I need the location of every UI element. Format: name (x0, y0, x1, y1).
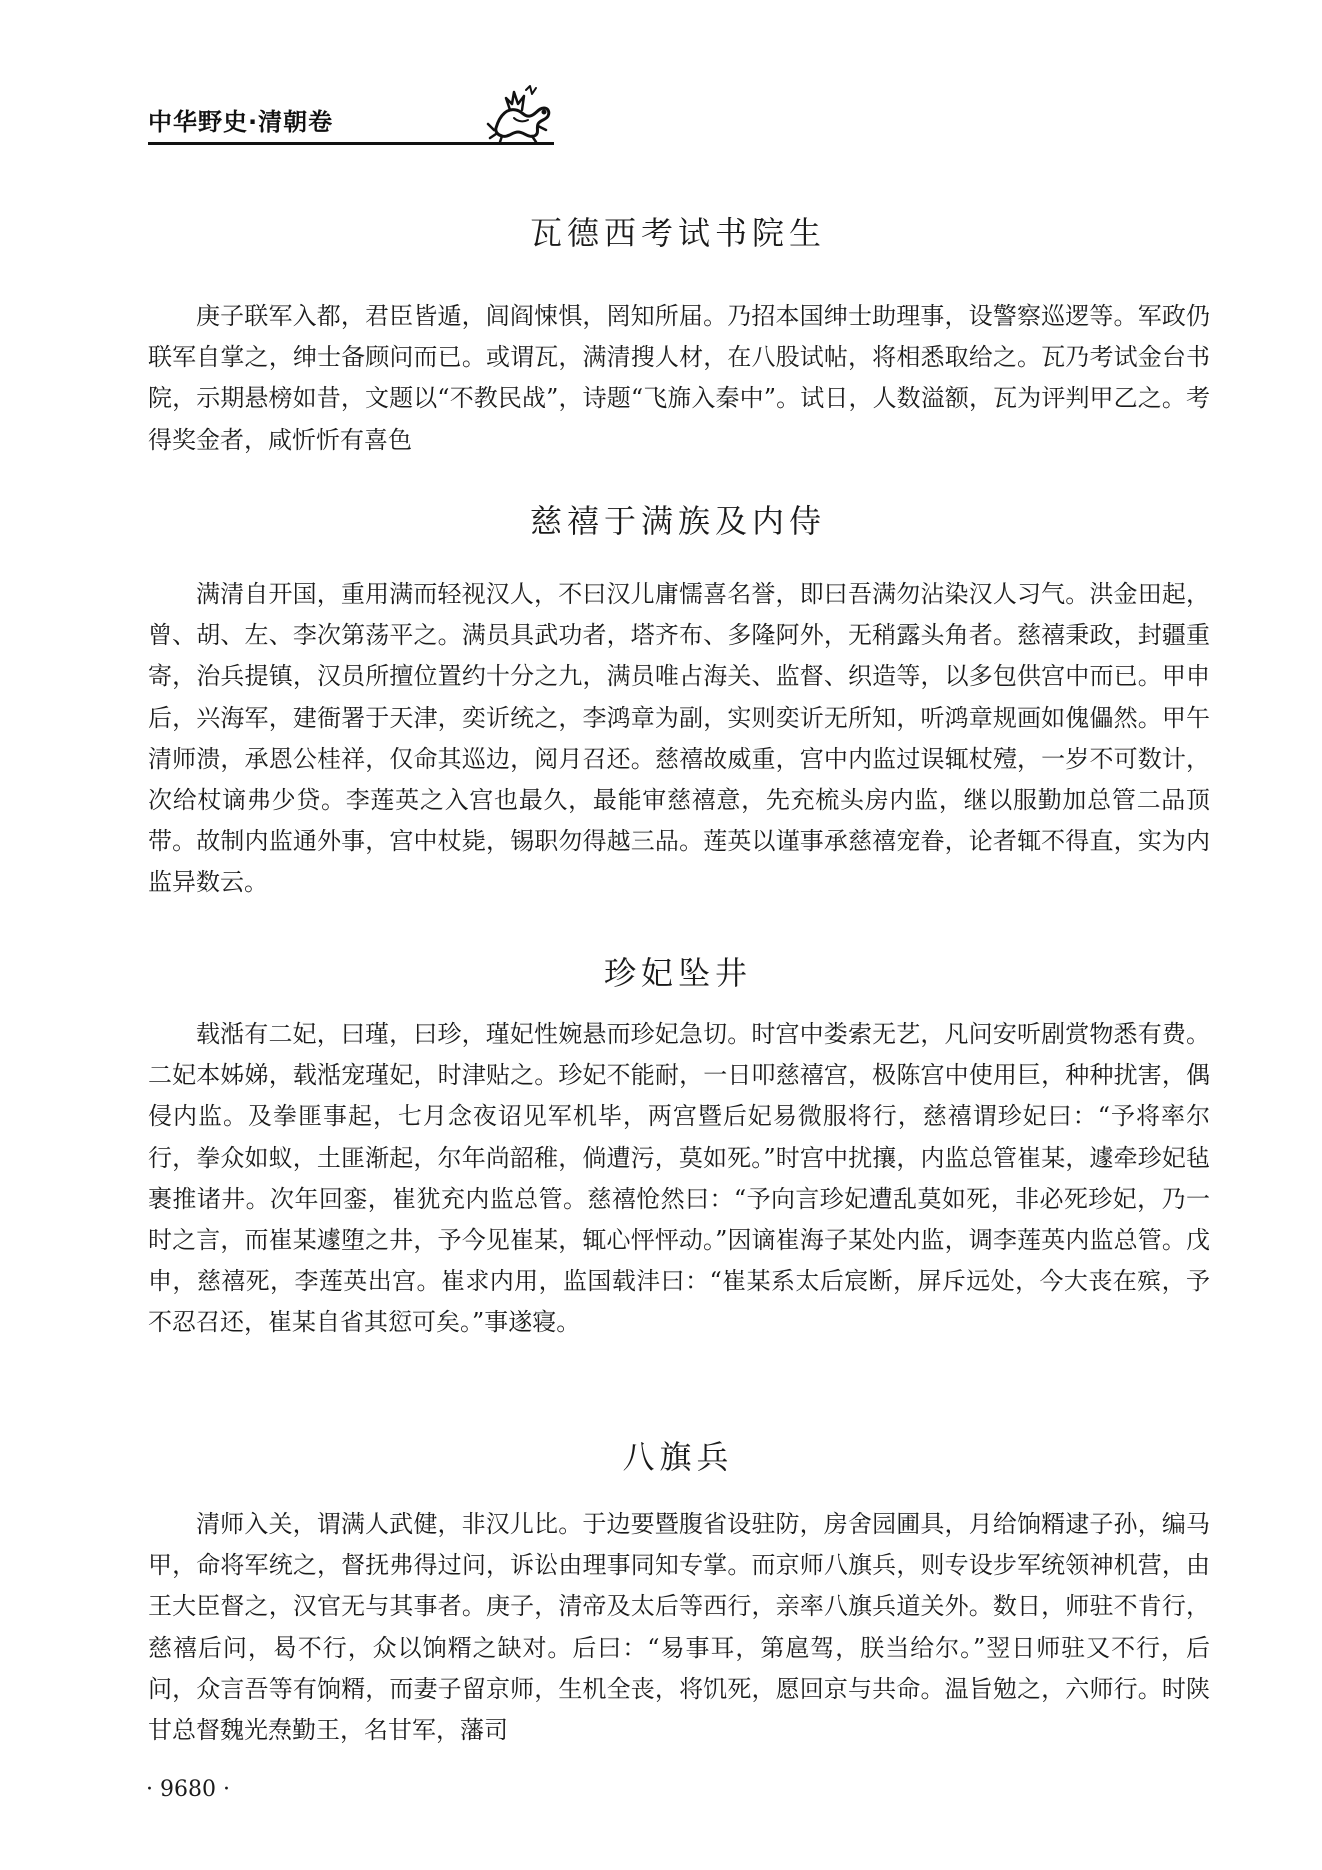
dragon-emblem-icon (486, 84, 554, 142)
running-header (148, 84, 558, 148)
section-body-2: 满清自开国，重用满而轻视汉人，不曰汉儿庸懦喜名誉，即曰吾满勿沾染汉人习气。洪金田起，曾、胡、左、李次第荡平之。满员具武功者，塔齐布、多隆阿外，无稍露头角者。慈禧秉政，封疆重寄，治兵提镇，汉员所擅位置约十分之九，满员唯占海关、监督、织造等，以多包供宫中而已。甲申后，兴海军，建衙署于天津，奕䜣统之，李鸿章为副，实则奕䜣无所知，听鸿章规画如傀儡然。甲午清师溃，承恩公桂祥，仅命其巡边，阅月召还。慈禧故威重，宫中内监过误辄杖殪，一岁不可数计，次给杖谪弗少贷。李莲英之入宫也最久，最能审慈禧意，先充梳头房内监，继以服勤加总管二品顶带。故制内监通外事，宫中杖毙，锡职勿得越三品。莲英以谨事承慈禧宠眷，论者辄不得直，实为内监异数云。 (148, 580, 1210, 897)
section-body-3: 载湉有二妃，曰瑾，曰珍，瑾妃性婉悬而珍妃急切。时宫中娄索无艺，凡问安听剧赏物悉有费。二妃本姊娣，载湉宠瑾妃，时津贴之。珍妃不能耐，一日叩慈禧宫，极陈宫中使用巨，种种扰害，偶侵内监。及拳匪事起，七月念夜诏见军机毕，两宫暨后妃易微服将行，慈禧谓珍妃曰：“予将率尔行，拳众如蚁，土匪渐起，尔年尚韶稚，倘遭污，莫如死。”时宫中扰攘，内监总管崔某，遽牵珍妃毡裹推诸井。次年回銮，崔犹充内监总管。慈禧怆然曰：“予向言珍妃遭乱莫如死，非必死珍妃，乃一时之言，而崔某遽堕之井，予今见崔某，辄心怦怦动。”因谪崔海子某处内监，调李莲英内监总管。戊申，慈禧死，李莲英出宫。崔求内用，监国载沣曰：“崔某系太后宸断，屏斥远处，今大丧在殡，予不忍召还，崔某自省其愆可矣。”事遂寝。 (148, 1020, 1210, 1337)
page-number: · 9680 · (146, 1777, 230, 1802)
section-body-1: 庚子联军入都，君臣皆遁，闾阎悚惧，罔知所届。乃招本国绅士助理事，设警察巡逻等。军政仍联军自掌之，绅士备顾问而已。或谓瓦，满清搜人材，在八股试帖，将相悉取给之。瓦乃考试金台书院，示期悬榜如昔，文题以“不教民战”，诗题“飞旆入秦中”。试日，人数溢额，瓦为评判甲乙之。考得奖金者，咸忻忻有喜色 (148, 302, 1210, 454)
header-divider (148, 142, 554, 145)
section-title-3: 珍妃坠井 (603, 954, 752, 992)
section-title-1: 瓦德西考试书院生 (529, 214, 826, 252)
section-body-4: 清师入关，谓满人武健，非汉儿比。于边要暨腹省设驻防，房舍园圃具，月给饷糈逮子孙，编马甲，命将军统之，督抚弗得过问，诉讼由理事同知专掌。而京师八旗兵，则专设步军统领神机营，由王大臣督之，汉官无与其事者。庚子，清帝及太后等西行，亲率八旗兵道关外。数日，师驻不肯行，慈禧后问，曷不行，众以饷糈之缺对。后曰：“易事耳，第扈驾，朕当给尔。”翌日师驻又不行，后问，众言吾等有饷糈，而妻子留京师，生机全丧，将饥死，愿回京与共命。温旨勉之，六师行。时陕甘总督魏光焘勤王，名甘军，藩司 (148, 1510, 1210, 1745)
section-title-4: 八旗兵 (622, 1438, 734, 1476)
section-title-2: 慈禧于满族及内侍 (529, 502, 826, 540)
book-title: 中华野史·清朝卷 (148, 108, 334, 136)
